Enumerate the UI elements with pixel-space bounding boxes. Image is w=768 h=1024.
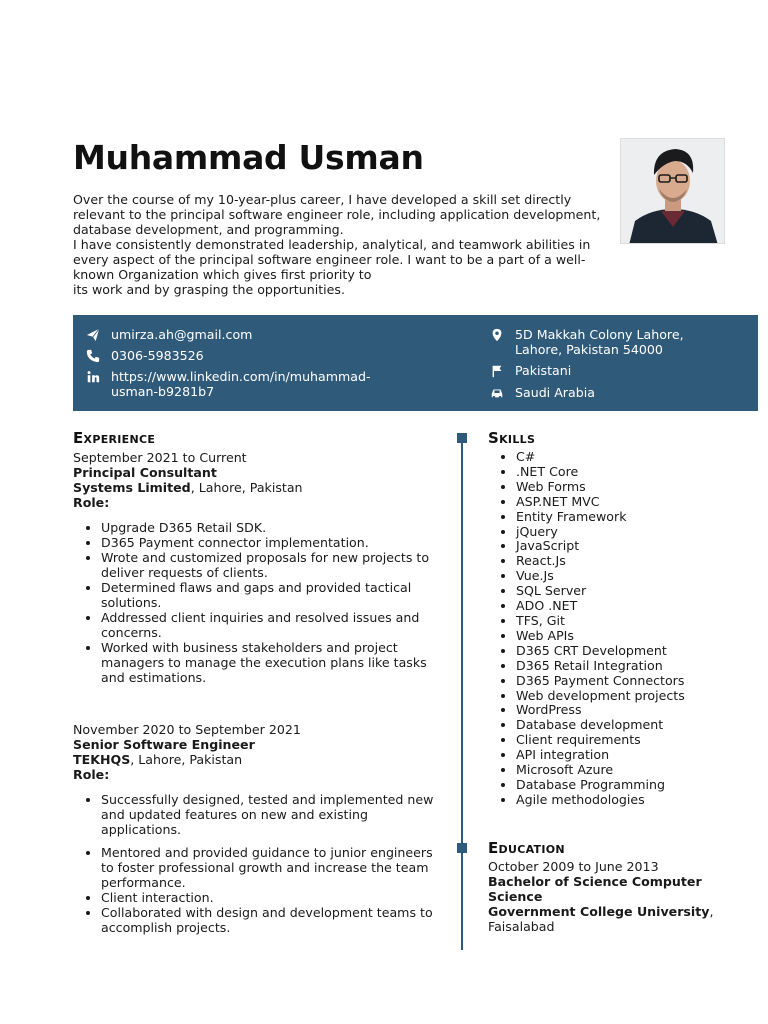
profile-photo-image [621,139,725,244]
experience-heading: Experience [73,429,156,447]
list-item: • Mentored and provided guidance to junior engineers to foster professional growth and increase the team performance. [101,845,438,890]
skills-heading: Skills [488,429,536,447]
send-icon [85,327,101,343]
skill-item: • Web development projects [516,689,738,704]
contact-location-row [489,385,595,401]
list-item: • Successfully designed, tested and implemented new and updated features on new and existing applications. [101,792,438,837]
skill-item: • D365 CRT Development [516,644,738,659]
education-institution-line [488,904,718,934]
education-dates: October 2009 to June 2013 [488,859,659,874]
phone-icon [85,348,101,364]
timeline-divider [461,438,463,950]
profile-photo [620,138,725,244]
education-section [488,859,718,934]
skill-item: • JavaScript [516,539,738,554]
skill-item: • C# [516,450,738,465]
skill-item: • Entity Framework [516,510,738,525]
education-institution: Government College University [488,904,710,919]
job-company-line [73,480,438,495]
role-label: Role: [73,767,110,782]
education-section-marker [457,843,467,853]
skill-item: • Database development [516,718,738,733]
skills-section-marker [457,433,467,443]
list-item: • Upgrade D365 Retail SDK. [101,520,438,535]
skill-item: • .NET Core [516,465,738,480]
skill-item: • SQL Server [516,584,738,599]
job-company: TEKHQS [73,752,131,767]
skill-item: • jQuery [516,525,738,540]
skill-item: • Microsoft Azure [516,763,738,778]
list-item: • Wrote and customized proposals for new projects to deliver requests of clients. [101,550,438,580]
contact-location: Saudi Arabia [515,385,595,400]
education-city: , Faisalabad [488,904,714,934]
duties-list [73,792,438,935]
skill-item: • D365 Retail Integration [516,659,738,674]
summary-paragraph: Over the course of my 10-year-plus career, I have developed a skill set directly relevant to the principal software engineer role, including application development, database development, and programming. [73,192,601,237]
contact-phone-row[interactable] [85,348,204,364]
list-item: • Collaborated with design and development teams to accomplish projects. [101,905,438,935]
contact-email-row[interactable] [85,327,252,343]
skill-item: • Web APIs [516,629,738,644]
contact-address-row [489,327,689,357]
job-location: , Lahore, Pakistan [130,752,243,767]
skill-item: • API integration [516,748,738,763]
contact-address: 5D Makkah Colony Lahore, Lahore, Pakistan 54000 [515,327,684,357]
job-company-line [73,752,438,767]
job-position: Principal Consultant [73,465,217,480]
skills-list [488,450,738,808]
map-pin-icon [489,327,505,343]
skill-item: • WordPress [516,703,738,718]
contact-email[interactable]: umirza.ah@gmail.com [111,327,253,342]
education-heading: Education [488,839,565,857]
skill-item: • React.Js [516,554,738,569]
skill-item: • Client requirements [516,733,738,748]
duties-list [73,520,438,685]
skill-item: • D365 Payment Connectors [516,674,738,689]
list-item: • Worked with business stakeholders and project managers to manage the execution plans like tasks and estimations. [101,640,438,685]
education-degree: Bachelor of Science Computer Science [488,874,702,904]
experience-job-1 [73,450,438,685]
contact-nationality-row [489,363,571,379]
list-item: • Determined flaws and gaps and provided tactical solutions. [101,580,438,610]
professional-summary [73,192,613,297]
summary-paragraph: I have consistently demonstrated leadership, analytical, and teamwork abilities in every aspect of the principal software engineer role. I want to be a part of a well-known Organization which gives first priority to [73,237,591,282]
skill-item: • ADO .NET [516,599,738,614]
list-item: • Addressed client inquiries and resolved issues and concerns. [101,610,438,640]
skill-item: • TFS, Git [516,614,738,629]
skill-item: • Database Programming [516,778,738,793]
contact-phone[interactable]: 0306-5983526 [111,348,204,363]
skill-item: • Agile methodologies [516,793,738,808]
skill-item: • Web Forms [516,480,738,495]
job-dates: November 2020 to September 2021 [73,722,301,737]
flag-icon [489,363,505,379]
job-dates: September 2021 to Current [73,450,247,465]
list-item: • Client interaction. [101,890,438,905]
skill-item: • ASP.NET MVC [516,495,738,510]
linkedin-icon [85,369,101,385]
contact-band [73,315,758,411]
role-label: Role: [73,495,110,510]
job-location: , Lahore, Pakistan [190,480,303,495]
list-item: • D365 Payment connector implementation. [101,535,438,550]
job-company: Systems Limited [73,480,191,495]
car-icon [489,385,505,401]
experience-job-2 [73,722,438,935]
contact-linkedin-row[interactable] [85,369,415,399]
skill-item: • Vue.Js [516,569,738,584]
contact-nationality: Pakistani [515,363,572,378]
job-position: Senior Software Engineer [73,737,255,752]
contact-linkedin[interactable]: https://www.linkedin.com/in/muhammad-usman-b9281b7 [111,369,371,399]
summary-paragraph: its work and by grasping the opportunities. [73,282,345,297]
candidate-name: Muhammad Usman [73,138,424,177]
skills-section [488,450,738,808]
